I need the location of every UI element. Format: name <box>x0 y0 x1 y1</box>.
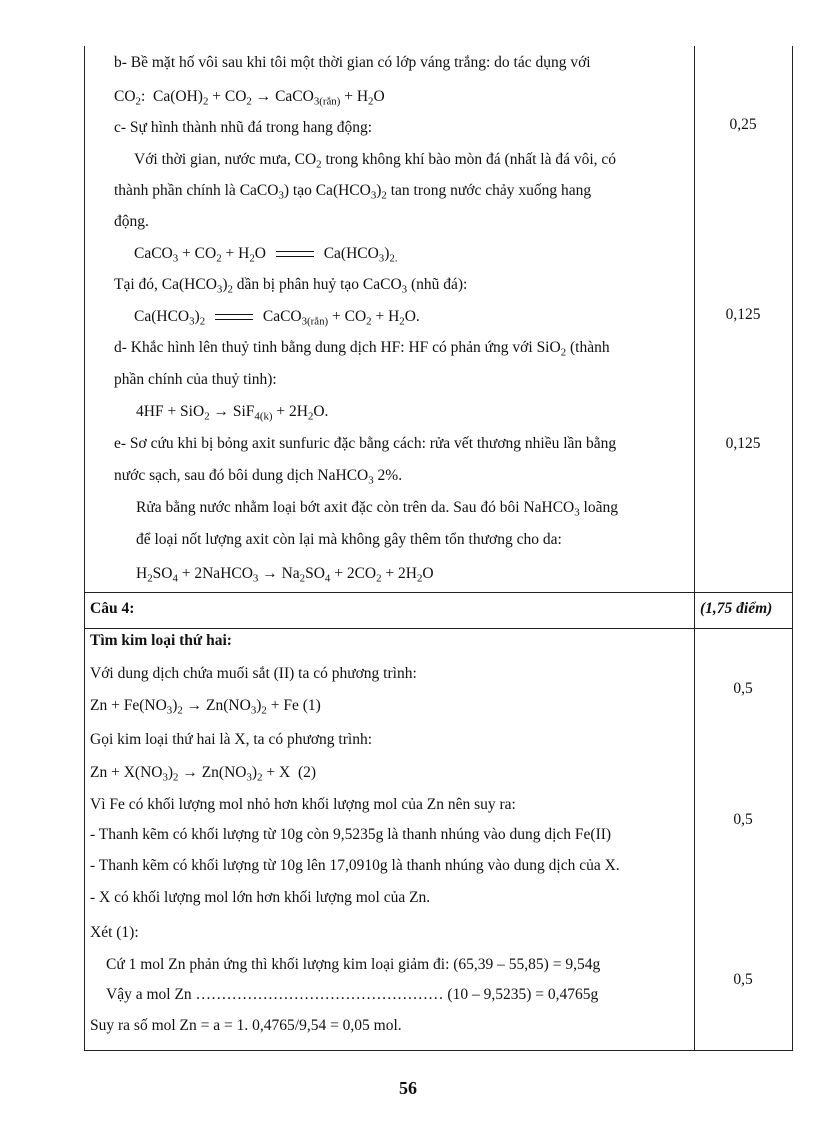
question-title: Câu 4: <box>90 600 135 617</box>
table-left-border <box>84 46 85 1051</box>
equation-2: $Ca(HCO_3)_2$ CaCO$_{3(rắn)}$ + $CO_2 + H_2O$. <box>134 308 420 328</box>
row-divider <box>84 628 793 629</box>
q4-line: Với dung dịch chứa muối sắt (II) ta có phương trình: <box>90 665 417 682</box>
points-value: 0,125 <box>725 306 761 323</box>
question-score: (1,75 điểm) <box>700 600 773 617</box>
q4-line: - Thanh kẽm có khối lượng từ 10g còn 9,5235g là thanh nhúng vào dung dịch Fe(II) <box>90 826 612 843</box>
answer-c-line1: Với thời gian, nước mưa, $CO_2$ trong không khí bào mòn đá (nhất là đá vôi, có <box>134 151 617 171</box>
q4-equation-2: $Zn + X(NO_3)_2 \to Zn(NO_3)_2 + X$ (2) <box>90 764 317 784</box>
points-value: 0,5 <box>733 680 753 697</box>
equation-4: $H_2SO_4$ + 2NaHCO$_3$ → $Na_2SO_4 + 2CO_2 + 2H_2O$ <box>136 565 434 585</box>
answer-d-line1: d- Khắc hình lên thuỷ tinh bằng dung dịch HF: HF có phản ứng với SiO$_2$ (thành <box>114 339 610 359</box>
q4-equation-1: $Zn + Fe(NO_3)_2 \to Zn(NO_3)_2 + Fe$ (1) <box>90 697 321 717</box>
answer-d-line2: phần chính của thuỷ tinh): <box>114 371 277 388</box>
answer-e-line4: để loại nốt lượng axit còn lại mà không gây thêm tổn thương cho da: <box>136 531 562 548</box>
column-divider <box>694 46 695 1051</box>
points-value: 0,125 <box>725 435 761 452</box>
answer-tai-do: Tại đó, $Ca(HCO_3)_2$ dần bị phân huỷ tạo CaCO$_3$ (nhũ đá): <box>114 276 468 296</box>
table-bottom-border <box>84 1050 793 1051</box>
q4-line: Suy ra số mol Zn = a = 1. 0,4765/9,54 = 0,05 mol. <box>90 1017 402 1034</box>
q4-line: - Thanh kẽm có khối lượng từ 10g lên 17,0910g là thanh nhúng vào dung dịch của X. <box>90 857 620 874</box>
q4-line: Cứ 1 mol Zn phản ứng thì khối lượng kim loại giảm đi: (65,39 – 55,85) = 9,54g <box>106 956 601 973</box>
q4-line: Xét (1): <box>90 924 139 941</box>
answer-e-line3: Rửa bằng nước nhằm loại bớt axit đặc còn trên da. Sau đó bôi NaHCO$_3$ loãng <box>136 499 618 519</box>
answer-e-line2: nước sạch, sau đó bôi dung dịch NaHCO$_3$ 2%. <box>114 467 403 487</box>
answer-c-line2: thành phần chính là CaCO$_3$) tạo $Ca(HCO_3)_2$ tan trong nước chảy xuống hang <box>114 182 592 202</box>
table-right-border <box>792 46 793 1051</box>
points-value: 0,5 <box>733 811 753 828</box>
row-divider <box>84 592 793 593</box>
answer-c-title: c- Sự hình thành nhũ đá trong hang động: <box>114 119 373 136</box>
answer-b-line1: b- Bề mặt hố vôi sau khi tôi một thời gian có lớp váng trắng: do tác dụng với <box>114 54 591 71</box>
answer-b-line2: $CO_2$: $Ca(OH)_2 + CO_2$ → CaCO$_{3(rắn)}$ + $H_2O$ <box>114 88 385 108</box>
page-number: 56 <box>399 1078 417 1098</box>
equation-3: $4HF + SiO_2 \to SiF_{4(k)} + 2H_2O$. <box>136 403 329 423</box>
q4-line: - X có khối lượng mol lớn hơn khối lượng mol của Zn. <box>90 889 431 906</box>
q4-line: Gọi kim loại thứ hai là X, ta có phương trình: <box>90 731 372 748</box>
points-value: 0,25 <box>729 116 757 133</box>
answer-c-line3: động. <box>114 213 149 230</box>
q4-line: Vì Fe có khối lượng mol nhỏ hơn khối lượng mol của Zn nên suy ra: <box>90 796 516 813</box>
q4-line: Vậy a mol Zn ………………………………………… (10 – 9,5235) = 0,4765g <box>106 986 599 1003</box>
q4-heading: Tìm kim loại thứ hai: <box>90 632 232 649</box>
equation-1: CaCO$_3$ + $CO_2 + H_2O$ $Ca(HCO_3)_{2.}$ <box>134 245 398 265</box>
answer-e-line1: e- Sơ cứu khi bị bỏng axit sunfuric đặc bằng cách: rửa vết thương nhiều lần bằng <box>114 435 617 452</box>
points-value: 0,5 <box>733 971 753 988</box>
